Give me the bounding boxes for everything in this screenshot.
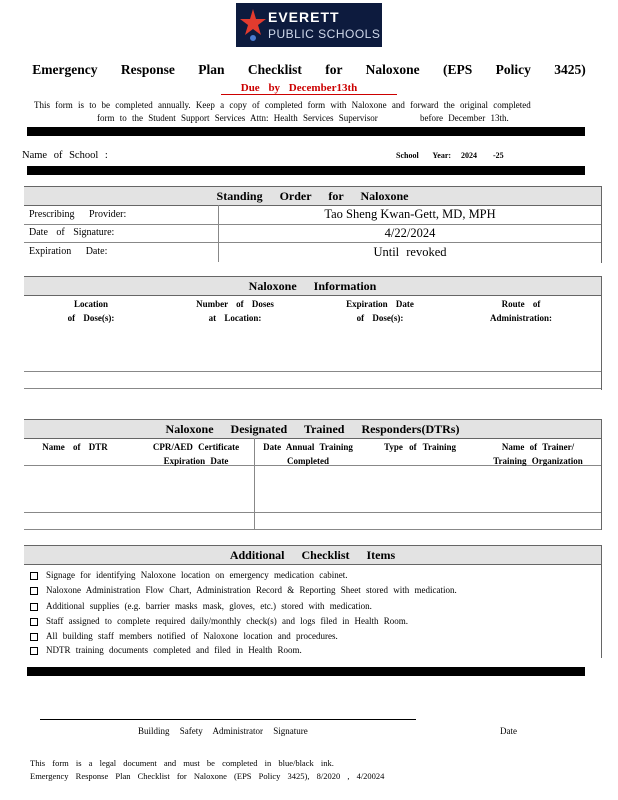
checkbox-icon[interactable]	[30, 603, 38, 611]
checklist-item[interactable]: All building staff members notified of Naloxone location and procedures.	[30, 631, 338, 641]
signature-line[interactable]	[40, 719, 416, 720]
logo-line1: EVERETT	[268, 9, 340, 25]
school-year-value: 2024 -25	[461, 151, 504, 160]
expiration-col-header: Expiration Date of Dose(s):	[346, 299, 414, 323]
checkbox-icon[interactable]	[30, 587, 38, 595]
dtr-section	[24, 419, 602, 530]
checkbox-icon[interactable]	[30, 572, 38, 580]
checklist-item[interactable]: Signage for identifying Naloxone location on emergency medication cabinet.	[30, 570, 348, 580]
checkbox-icon[interactable]	[30, 633, 38, 641]
row-divider	[24, 529, 601, 530]
divider-bar	[27, 127, 585, 136]
trainer-col-header: Name of Trainer/ Training Organization	[493, 442, 583, 466]
dtr-name-col-header: Name of DTR	[42, 442, 108, 452]
school-name-label: Name of School :	[22, 150, 108, 161]
signature-date-label: Date	[500, 726, 517, 736]
standing-order-heading: Standing Order for Naloxone	[24, 187, 601, 206]
expiration-date-value: Until revoked	[373, 245, 447, 259]
logo-line2: PUBLIC SCHOOLS	[268, 27, 381, 41]
checklist-item[interactable]: Additional supplies (e.g. barrier masks mask, gloves, etc.) stored with medication.	[30, 601, 372, 611]
school-year-label: School Year:	[396, 151, 452, 160]
naloxone-info-section	[24, 276, 602, 390]
row-divider	[24, 242, 601, 243]
training-date-col-header: Date Annual Training Completed	[263, 442, 353, 466]
signature-date-label: Date of Signature:	[29, 227, 115, 238]
footer-form-id: Emergency Response Plan Checklist for Naloxone (EPS Policy 3425), 8/2020 , 4/20024	[30, 771, 385, 781]
due-date-text: Due by December13th	[221, 82, 397, 95]
checklist-item[interactable]: Staff assigned to complete required daily/monthly check(s) and logs filed in Health Room.	[30, 616, 408, 626]
column-divider	[254, 438, 255, 529]
checklist-item[interactable]: NDTR training documents completed and filed in Health Room.	[30, 645, 302, 655]
row-divider	[24, 224, 601, 225]
location-col-header: Location of Dose(s):	[67, 299, 115, 323]
checklist-item[interactable]: Naloxone Administration Flow Chart, Administration Record & Reporting Sheet stored with medication.	[30, 585, 457, 595]
school-name-field[interactable]	[108, 150, 378, 162]
row-divider	[24, 512, 601, 513]
expiration-date-label: Expiration Date:	[29, 246, 108, 257]
row-divider	[24, 388, 601, 389]
instruction-line2b: before December 13th.	[420, 113, 509, 123]
checklist-heading: Additional Checklist Items	[24, 546, 601, 565]
row-divider	[24, 371, 601, 372]
form-title: Emergency Response Plan Checklist for Naloxone (EPS Policy 3425)	[32, 62, 586, 77]
footer-legal-note: This form is a legal document and must be completed in blue/black ink.	[30, 758, 334, 768]
route-col-header: Route of Administration:	[489, 299, 552, 323]
due-date-note	[0, 82, 618, 95]
divider-bar	[27, 667, 585, 676]
prescribing-provider-label: Prescribing Provider:	[29, 209, 127, 220]
dtr-heading: Naloxone Designated Trained Responders(DTRs)	[24, 420, 601, 439]
divider-bar	[27, 166, 585, 175]
naloxone-info-heading: Naloxone Information	[24, 277, 601, 296]
instruction-line1: This form is to be completed annually. Keep a copy of completed form with Naloxone and forward the original completed	[34, 100, 531, 110]
district-logo	[236, 3, 382, 47]
prescribing-provider-value: Tao Sheng Kwan-Gett, MD, MPH	[324, 207, 496, 221]
checkbox-icon[interactable]	[30, 618, 38, 626]
doses-col-header: Number of Doses at Location:	[196, 299, 274, 323]
signature-date-value: 4/22/2024	[384, 226, 436, 240]
cpr-col-header: CPR/AED Certificate Expiration Date	[152, 442, 240, 466]
star-figure-icon	[240, 7, 266, 43]
instruction-line2a: form to the Student Support Services Attn: Health Services Supervisor	[97, 113, 378, 123]
admin-signature-label: Building Safety Administrator Signature	[138, 726, 308, 736]
training-type-col-header: Type of Training	[383, 442, 456, 452]
checkbox-icon[interactable]	[30, 647, 38, 655]
